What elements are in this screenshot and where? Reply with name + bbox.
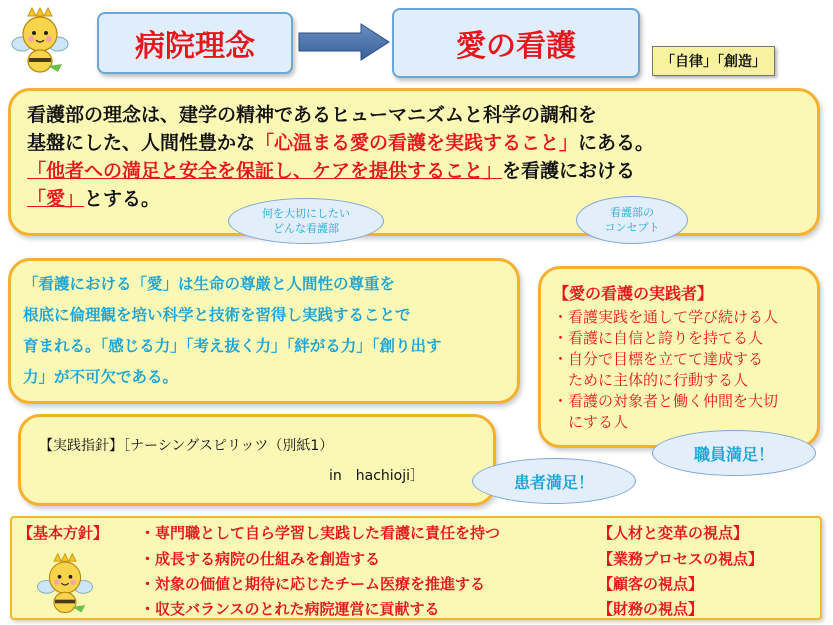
policy-perspective: 【人材と変革の視点】 xyxy=(598,524,749,542)
philosophy-panel xyxy=(8,88,820,236)
bee-icon xyxy=(8,6,72,78)
practitioner-item: ・看護実践を通して学び続ける人 xyxy=(553,308,779,326)
practitioner-item: ために主体的に行動する人 xyxy=(553,371,749,389)
policy-perspective: 【業務プロセスの視点】 xyxy=(598,550,764,568)
love-nursing-practitioners-panel xyxy=(538,266,820,448)
nursing-of-love-title: 愛の看護 xyxy=(456,29,576,64)
autonomy-creation-tag: 「自律」「創造」 xyxy=(652,46,775,76)
guideline-line2: in hachioji］ xyxy=(329,468,425,484)
philosophy-line4: 「愛」とする。 xyxy=(27,188,161,210)
nursing-spirit-panel: 「看護における「愛」は生命の尊厳と人間性の尊重を 根底に倫理観を培い科学と技術を習得し実践することで 育まれる。「感じる力」「考え抜く力」「絆がる力」「創り出す 力」が不可欠である。 xyxy=(8,258,520,404)
practitioner-item: ・看護の対象者と働く仲間を大切 xyxy=(553,392,779,410)
practice-guideline-panel xyxy=(18,414,496,506)
policy-perspective: 【顧客の視点】 xyxy=(598,575,704,593)
practitioner-item: ・看護に自信と誇りを持てる人 xyxy=(553,329,764,347)
what-to-value-bubble: 何を大切にしたい どんな看護部 xyxy=(228,198,384,244)
policy-item: ・専門職として自ら学習し実践した看護に責任を持つ xyxy=(140,524,501,542)
hospital-philosophy-banner xyxy=(97,12,293,74)
philosophy-line3: 「他者への満足と安全を保証し、ケアを提供すること」を看護における xyxy=(27,160,636,182)
nursing-of-love-banner xyxy=(392,8,640,78)
philosophy-line2: 基盤にした、人間性豊かな「心温まる愛の看護を実践すること」にある。 xyxy=(27,132,655,154)
hospital-philosophy-title: 病院理念 xyxy=(135,29,255,64)
policy-item: ・成長する病院の仕組みを創造する xyxy=(140,550,381,568)
policy-item: ・収支バランスのとれた病院運営に貢献する xyxy=(140,600,440,618)
staff-satisfaction-bubble: 職員満足！ xyxy=(652,430,816,476)
concept-bubble: 看護部の コンセプト xyxy=(576,196,688,244)
policy-item: ・対象の価値と期待に応じたチーム医療を推進する xyxy=(140,575,486,593)
basic-policy-box xyxy=(10,516,822,620)
arrow-right-icon xyxy=(297,22,391,62)
basic-policy-label: 【基本方針】 xyxy=(18,524,109,542)
patient-satisfaction-bubble: 患者満足！ xyxy=(472,458,636,504)
practitioners-title: 【愛の看護の実践者】 xyxy=(553,284,714,303)
philosophy-line1: 看護部の理念は、建学の精神であるヒューマニズムと科学の調和を xyxy=(27,104,598,126)
bee-icon xyxy=(30,552,100,618)
practitioner-item: ・自分で目標を立てて達成する xyxy=(553,350,764,368)
practitioner-item: にする人 xyxy=(553,413,629,431)
guideline-line1: 【実践指針】［ナーシングスピリッツ（別紙1） xyxy=(39,438,334,454)
policy-perspective: 【財務の視点】 xyxy=(598,600,704,618)
